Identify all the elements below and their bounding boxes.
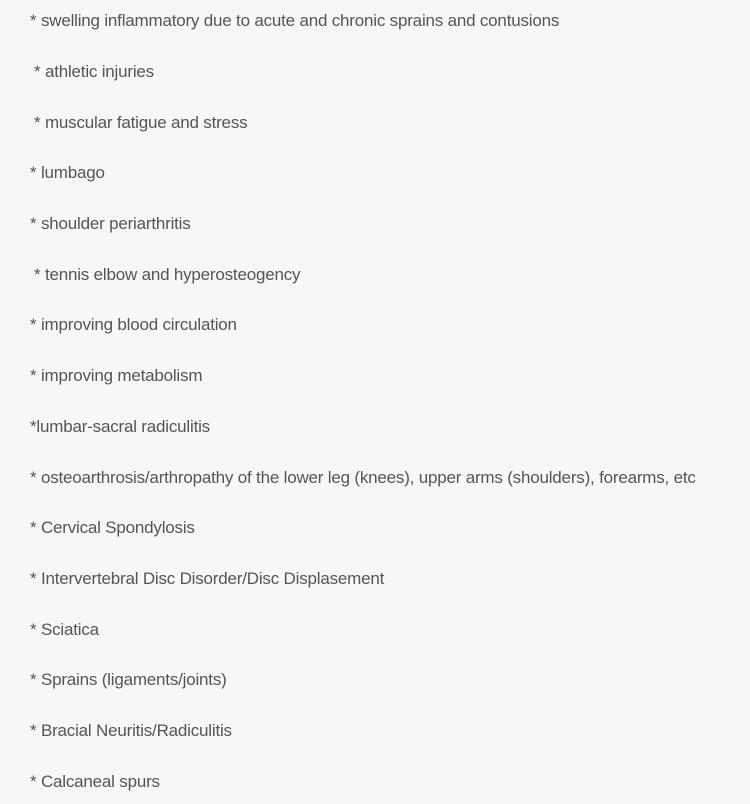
list-item: * tennis elbow and hyperosteogency <box>34 265 301 284</box>
list-item: * shoulder periarthritis <box>30 214 191 233</box>
list-item: * Intervertebral Disc Disorder/Disc Displasement <box>30 569 385 588</box>
list-item: * improving blood circulation <box>30 315 237 334</box>
list-item: *lumbar-sacral radiculitis <box>30 417 210 436</box>
list-item: * osteoarthrosis/arthropathy of the lower leg (knees), upper arms (shoulders), forearms, etc <box>30 468 696 487</box>
list-item: * Bracial Neuritis/Radiculitis <box>30 721 232 740</box>
list-item: * lumbago <box>30 163 105 182</box>
list-item: * improving metabolism <box>30 366 203 385</box>
list-item: * swelling inflammatory due to acute and chronic sprains and contusions <box>30 11 560 30</box>
list-item: * Cervical Spondylosis <box>30 518 195 537</box>
list-item: * athletic injuries <box>34 62 154 81</box>
list-item: * Sciatica <box>30 620 99 639</box>
list-item: * muscular fatigue and stress <box>34 113 248 132</box>
list-item: * Sprains (ligaments/joints) <box>30 670 227 689</box>
list-item: * Calcaneal spurs <box>30 772 160 791</box>
